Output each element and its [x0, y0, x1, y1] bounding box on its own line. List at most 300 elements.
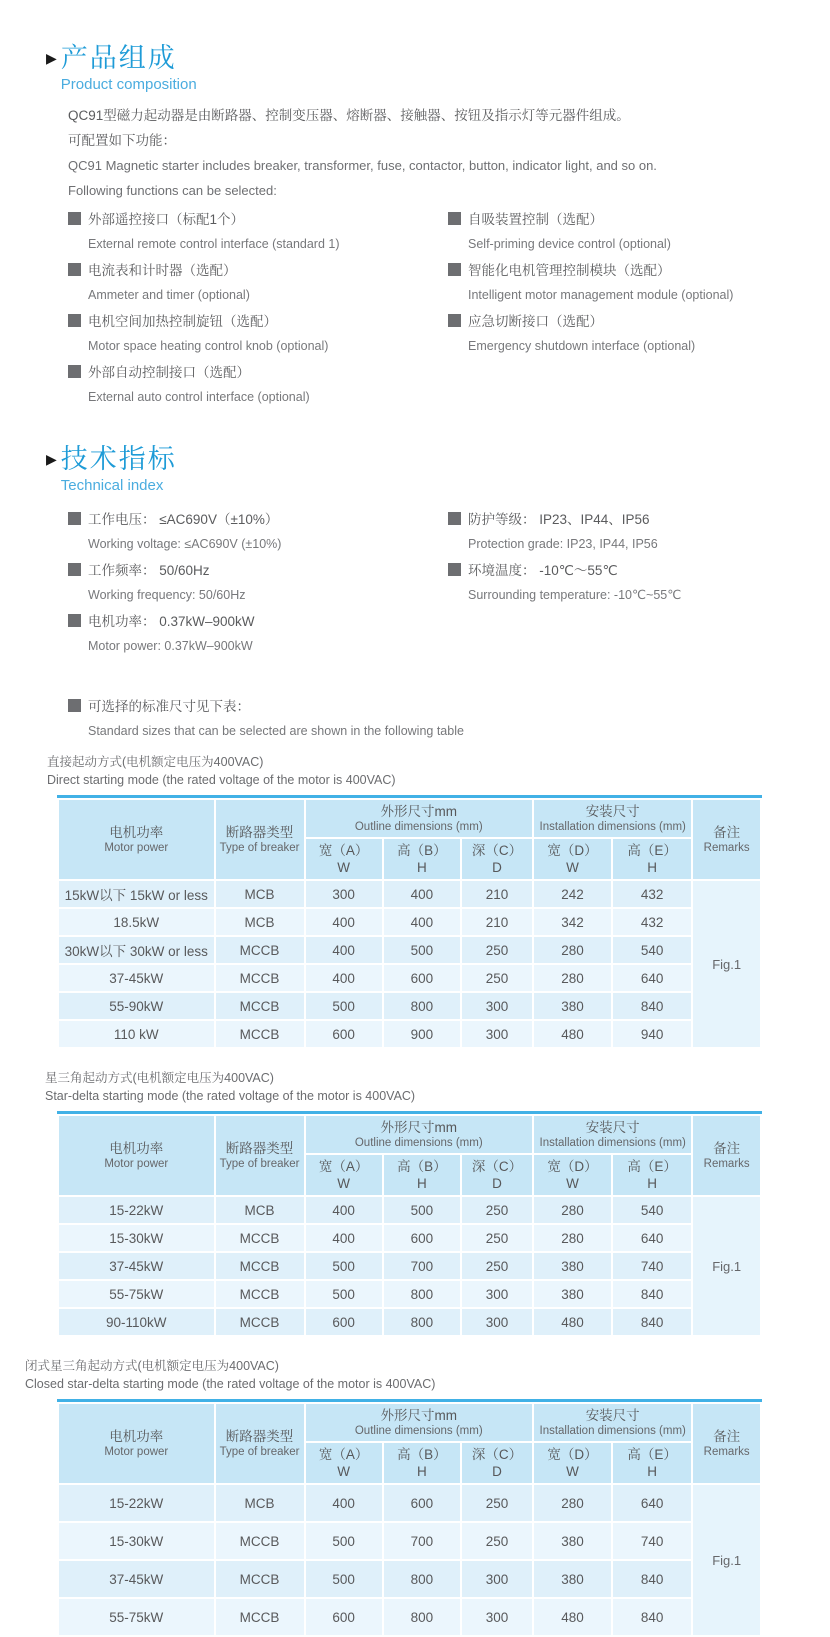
- cell-w-a: 400: [306, 1485, 382, 1521]
- sub-col-cn: 深（C）: [471, 1447, 523, 1462]
- square-bullet-icon: [68, 212, 81, 225]
- cell-w-a: 400: [306, 937, 382, 963]
- section-title-wrap: [61, 443, 177, 495]
- table-title-cn: 直接起动方式(电机额定电压为400VAC): [47, 755, 264, 769]
- cell-motor-power: 37-45kW: [59, 965, 214, 991]
- sub-col-letter: H: [647, 1464, 658, 1479]
- triangle-marker-icon: ▶: [46, 451, 57, 467]
- cell-h-e: 840: [613, 1281, 691, 1307]
- cell-h-e: 840: [613, 1561, 691, 1597]
- col-header-remarks: [693, 1404, 760, 1483]
- cell-breaker: MCB: [216, 881, 304, 907]
- sub-col-letter: D: [492, 1176, 502, 1191]
- cell-w-d: 380: [534, 993, 611, 1019]
- col-header-installation-dimensions: [534, 800, 691, 837]
- cell-w-d: 342: [534, 909, 611, 935]
- table-section-star-delta: [0, 1069, 830, 1337]
- spec-cn: 工作频率： 50/60Hz: [88, 563, 210, 578]
- sub-col-cn: 高（B）: [397, 1447, 447, 1462]
- cell-breaker: MCCB: [216, 1523, 304, 1559]
- cell-h-e: 540: [613, 1197, 691, 1223]
- square-bullet-icon: [448, 212, 461, 225]
- feature-item: [68, 313, 448, 354]
- sub-col-header-4: [613, 1155, 691, 1195]
- cell-d-c: 210: [462, 909, 532, 935]
- cell-w-d: 280: [534, 965, 611, 991]
- spec-item: [448, 511, 681, 552]
- intro-paragraph-en-1: QC91 Magnetic starter includes breaker, transformer, fuse, contactor, button, indicator light, and so on.: [68, 158, 657, 173]
- cell-w-a: 600: [306, 1599, 382, 1635]
- cell-breaker: MCCB: [216, 1253, 304, 1279]
- feature-en: External remote control interface (standard 1): [88, 237, 340, 251]
- sub-col-cn: 宽（A）: [318, 1447, 369, 1462]
- col-header-remarks-cn: 备注: [713, 1429, 741, 1444]
- feature-item: [448, 262, 733, 303]
- cell-motor-power: 15-30kW: [59, 1523, 214, 1559]
- feature-en: Ammeter and timer (optional): [88, 288, 250, 302]
- spec-en: Protection grade: IP23, IP44, IP56: [468, 537, 658, 551]
- spec-item: [448, 562, 681, 603]
- sub-col-letter: D: [492, 1464, 502, 1479]
- spec-en: Surrounding temperature: -10℃~55℃: [468, 588, 682, 602]
- table-title: [47, 753, 830, 789]
- col-header-motor-power-en: Motor power: [104, 842, 169, 854]
- col-header-outline-dimensions-cn: 外形尺寸mm: [380, 1120, 458, 1135]
- sub-col-letter: W: [566, 1176, 579, 1191]
- sub-col-cn: 宽（D）: [547, 843, 598, 858]
- cell-w-a: 400: [306, 909, 382, 935]
- sub-col-header-2: [462, 839, 532, 879]
- cell-d-c: 300: [462, 1281, 532, 1307]
- note-en: Standard sizes that can be selected are shown in the following table: [88, 724, 464, 738]
- cell-h-b: 900: [384, 1021, 460, 1047]
- feature-item: [68, 211, 448, 252]
- sub-col-header-0: [306, 839, 382, 879]
- cell-motor-power: 55-75kW: [59, 1281, 214, 1307]
- spec-en: Working voltage: ≤AC690V (±10%): [88, 537, 282, 551]
- col-header-motor-power: [59, 800, 214, 879]
- cell-breaker: MCCB: [216, 1225, 304, 1251]
- feature-cn: 电机空间加热控制旋钮（选配）: [88, 314, 277, 329]
- sub-col-header-4: [613, 839, 691, 879]
- sub-col-header-1: [384, 1443, 460, 1483]
- table-title-cn: 星三角起动方式(电机额定电压为400VAC): [45, 1071, 274, 1085]
- feature-en: Self-priming device control (optional): [468, 237, 671, 251]
- sub-col-letter: W: [337, 1464, 350, 1479]
- cell-h-b: 500: [384, 937, 460, 963]
- cell-motor-power: 15-30kW: [59, 1225, 214, 1251]
- table-row: [59, 1523, 760, 1559]
- table-row: [59, 1197, 760, 1223]
- feature-item: [448, 211, 733, 252]
- cell-breaker: MCCB: [216, 965, 304, 991]
- cell-motor-power: 55-75kW: [59, 1599, 214, 1635]
- cell-h-b: 700: [384, 1253, 460, 1279]
- col-header-outline-dimensions-en: Outline dimensions (mm): [354, 821, 483, 833]
- table-row: [59, 881, 760, 907]
- col-header-remarks-cn: 备注: [713, 1141, 741, 1156]
- sub-col-cn: 高（E）: [627, 1447, 677, 1462]
- sub-col-cn: 高（E）: [627, 1159, 677, 1174]
- sub-col-letter: W: [337, 1176, 350, 1191]
- cell-breaker: MCCB: [216, 1021, 304, 1047]
- col-header-installation-dimensions-en: Installation dimensions (mm): [539, 821, 686, 833]
- sub-col-cn: 宽（A）: [318, 843, 369, 858]
- col-header-remarks-en: Remarks: [703, 842, 750, 854]
- col-header-installation-dimensions-en: Installation dimensions (mm): [539, 1137, 686, 1149]
- cell-h-b: 800: [384, 993, 460, 1019]
- sub-col-letter: H: [417, 1464, 427, 1479]
- table-title: [25, 1357, 830, 1393]
- cell-breaker: MCB: [216, 1485, 304, 1521]
- cell-h-e: 640: [613, 965, 691, 991]
- cell-d-c: 250: [462, 1523, 532, 1559]
- sub-col-header-3: [534, 1155, 611, 1195]
- square-bullet-icon: [448, 314, 461, 327]
- feature-item: [68, 364, 448, 405]
- cell-h-b: 600: [384, 965, 460, 991]
- cell-h-b: 600: [384, 1485, 460, 1521]
- cell-w-d: 280: [534, 1485, 611, 1521]
- cell-d-c: 300: [462, 1021, 532, 1047]
- sub-col-header-1: [384, 1155, 460, 1195]
- feature-item: [448, 313, 733, 354]
- cell-h-b: 500: [384, 1197, 460, 1223]
- triangle-marker-icon: ▶: [46, 50, 57, 66]
- feature-item: [68, 262, 448, 303]
- cell-motor-power: 90-110kW: [59, 1309, 214, 1335]
- sub-col-cn: 高（B）: [397, 843, 447, 858]
- feature-en: Emergency shutdown interface (optional): [468, 339, 696, 353]
- cell-motor-power: 15-22kW: [59, 1197, 214, 1223]
- sub-col-header-4: [613, 1443, 691, 1483]
- cell-h-b: 400: [384, 909, 460, 935]
- col-header-motor-power-cn: 电机功率: [109, 825, 164, 840]
- col-header-installation-dimensions-en: Installation dimensions (mm): [539, 1425, 686, 1437]
- table-title-en: Star-delta starting mode (the rated voltage of the motor is 400VAC): [45, 1089, 416, 1103]
- col-header-remarks-en: Remarks: [703, 1158, 750, 1170]
- col-header-remarks: [693, 800, 760, 879]
- cell-remark: Fig.1: [693, 1485, 760, 1635]
- square-bullet-icon: [448, 263, 461, 276]
- col-header-installation-dimensions: [534, 1404, 691, 1441]
- col-header-motor-power-cn: 电机功率: [109, 1141, 164, 1156]
- cell-w-d: 280: [534, 1197, 611, 1223]
- cell-h-e: 640: [613, 1225, 691, 1251]
- cell-breaker: MCCB: [216, 1599, 304, 1635]
- col-header-breaker-type-cn: 断路器类型: [225, 825, 294, 840]
- square-bullet-icon: [68, 314, 81, 327]
- sub-col-letter: W: [337, 860, 350, 875]
- section-title-wrap: [61, 42, 197, 94]
- col-header-outline-dimensions: [306, 1404, 533, 1441]
- cell-w-a: 600: [306, 1021, 382, 1047]
- cell-h-b: 600: [384, 1225, 460, 1251]
- cell-w-d: 380: [534, 1281, 611, 1307]
- sub-col-header-3: [534, 839, 611, 879]
- cell-motor-power: 30kW以下 30kW or less: [59, 937, 214, 963]
- note-cn: 可选择的标准尺寸见下表：: [88, 699, 250, 714]
- cell-h-e: 840: [613, 993, 691, 1019]
- cell-w-a: 500: [306, 1561, 382, 1597]
- sub-col-header-1: [384, 839, 460, 879]
- cell-h-e: 540: [613, 937, 691, 963]
- table-row: [59, 1599, 760, 1635]
- table-title: [45, 1069, 830, 1105]
- cell-breaker: MCCB: [216, 993, 304, 1019]
- dimensions-table-direct-starting: [57, 795, 762, 1049]
- spec-cn: 防护等级： IP23、IP44、IP56: [468, 512, 650, 527]
- intro-paragraph-cn-1: QC91型磁力起动器是由断路器、控制变压器、熔断器、接触器、按钮及指示灯等元器件组成。: [68, 108, 630, 123]
- cell-h-b: 800: [384, 1309, 460, 1335]
- col-header-motor-power-en: Motor power: [104, 1446, 169, 1458]
- cell-h-e: 640: [613, 1485, 691, 1521]
- table-row: [59, 1281, 760, 1307]
- section-technical-index-header: [46, 443, 830, 495]
- col-header-breaker-type: [216, 800, 304, 879]
- col-header-breaker-type: [216, 1116, 304, 1195]
- sub-col-header-2: [462, 1155, 532, 1195]
- col-header-installation-dimensions-cn: 安装尺寸: [585, 1408, 640, 1423]
- cell-h-b: 800: [384, 1599, 460, 1635]
- col-header-breaker-type-cn: 断路器类型: [225, 1141, 294, 1156]
- col-header-installation-dimensions: [534, 1116, 691, 1153]
- sub-col-cn: 宽（D）: [547, 1159, 598, 1174]
- cell-motor-power: 15kW以下 15kW or less: [59, 881, 214, 907]
- table-row: [59, 909, 760, 935]
- feature-en: Intelligent motor management module (optional): [468, 288, 734, 302]
- cell-d-c: 300: [462, 1599, 532, 1635]
- square-bullet-icon: [448, 512, 461, 525]
- section-title-en: Technical index: [60, 477, 164, 494]
- table-row: [59, 937, 760, 963]
- cell-w-d: 242: [534, 881, 611, 907]
- sub-col-letter: H: [647, 860, 658, 875]
- cell-h-b: 800: [384, 1561, 460, 1597]
- spec-item: [68, 511, 448, 552]
- cell-motor-power: 110 kW: [59, 1021, 214, 1047]
- cell-breaker: MCCB: [216, 1561, 304, 1597]
- dimensions-table-star-delta: [57, 1111, 762, 1337]
- cell-motor-power: 15-22kW: [59, 1485, 214, 1521]
- table-row: [59, 1561, 760, 1597]
- spec-list: [68, 511, 830, 664]
- cell-d-c: 250: [462, 1253, 532, 1279]
- sub-col-cn: 深（C）: [471, 1159, 523, 1174]
- cell-h-b: 800: [384, 1281, 460, 1307]
- cell-h-e: 432: [613, 881, 691, 907]
- spec-list-left: [68, 511, 448, 664]
- square-bullet-icon: [68, 263, 81, 276]
- spec-item: [68, 562, 448, 603]
- col-header-remarks-en: Remarks: [703, 1446, 750, 1458]
- square-bullet-icon: [448, 563, 461, 576]
- sub-col-header-2: [462, 1443, 532, 1483]
- col-header-breaker-type-en: Type of breaker: [219, 1446, 300, 1458]
- intro-paragraphs: [68, 108, 830, 199]
- sub-col-header-0: [306, 1155, 382, 1195]
- cell-h-b: 700: [384, 1523, 460, 1559]
- col-header-motor-power: [59, 1404, 214, 1483]
- table-row: [59, 1225, 760, 1251]
- feature-cn: 外部遥控接口（标配1个）: [88, 212, 245, 227]
- sub-col-cn: 宽（D）: [547, 1447, 598, 1462]
- spec-en: Working frequency: 50/60Hz: [88, 588, 246, 602]
- col-header-breaker-type: [216, 1404, 304, 1483]
- feature-list-left: [68, 211, 448, 415]
- sub-col-header-0: [306, 1443, 382, 1483]
- cell-breaker: MCCB: [216, 1309, 304, 1335]
- sub-col-cn: 宽（A）: [318, 1159, 369, 1174]
- sub-col-letter: H: [417, 1176, 427, 1191]
- spec-cn: 工作电压： ≤AC690V（±10%）: [88, 512, 279, 527]
- cell-h-e: 840: [613, 1309, 691, 1335]
- sub-col-letter: D: [492, 860, 502, 875]
- col-header-outline-dimensions-cn: 外形尺寸mm: [380, 1408, 458, 1423]
- col-header-remarks: [693, 1116, 760, 1195]
- col-header-breaker-type-en: Type of breaker: [219, 842, 300, 854]
- table-title-en: Closed star-delta starting mode (the rated voltage of the motor is 400VAC): [25, 1377, 436, 1391]
- intro-paragraph-en-2: Following functions can be selected:: [68, 183, 277, 198]
- spec-en: Motor power: 0.37kW–900kW: [88, 639, 253, 653]
- cell-motor-power: 18.5kW: [59, 909, 214, 935]
- sub-col-cn: 深（C）: [471, 843, 523, 858]
- col-header-motor-power-cn: 电机功率: [109, 1429, 164, 1444]
- col-header-installation-dimensions-cn: 安装尺寸: [585, 804, 640, 819]
- intro-paragraph-cn-2: 可配置如下功能：: [68, 133, 176, 148]
- section-title-cn: 产品组成: [60, 43, 177, 73]
- standard-sizes-note: [68, 698, 830, 739]
- col-header-motor-power: [59, 1116, 214, 1195]
- spec-list-right: [448, 511, 681, 664]
- sub-col-letter: H: [647, 1176, 658, 1191]
- col-header-outline-dimensions: [306, 800, 533, 837]
- feature-cn: 自吸装置控制（选配）: [468, 212, 603, 227]
- cell-d-c: 300: [462, 993, 532, 1019]
- cell-motor-power: 55-90kW: [59, 993, 214, 1019]
- cell-w-d: 480: [534, 1021, 611, 1047]
- cell-breaker: MCCB: [216, 1281, 304, 1307]
- cell-d-c: 250: [462, 1225, 532, 1251]
- feature-cn: 智能化电机管理控制模块（选配）: [468, 263, 671, 278]
- sub-col-cn: 高（E）: [627, 843, 677, 858]
- table-section-closed-star-delta: [0, 1357, 830, 1637]
- cell-remark: Fig.1: [693, 881, 760, 1047]
- cell-d-c: 250: [462, 1485, 532, 1521]
- cell-remark: Fig.1: [693, 1197, 760, 1335]
- cell-d-c: 250: [462, 1197, 532, 1223]
- cell-breaker: MCCB: [216, 937, 304, 963]
- cell-w-a: 400: [306, 1197, 382, 1223]
- cell-w-d: 380: [534, 1523, 611, 1559]
- sub-col-letter: H: [417, 860, 427, 875]
- section-title-en: Product composition: [60, 76, 197, 93]
- feature-en: Motor space heating control knob (optional): [88, 339, 329, 353]
- col-header-outline-dimensions: [306, 1116, 533, 1153]
- feature-list-right: [448, 211, 733, 415]
- section-title-cn: 技术指标: [60, 444, 177, 474]
- cell-h-e: 940: [613, 1021, 691, 1047]
- table-row: [59, 1021, 760, 1047]
- cell-h-e: 740: [613, 1253, 691, 1279]
- table-row: [59, 965, 760, 991]
- cell-d-c: 300: [462, 1561, 532, 1597]
- sub-col-letter: W: [566, 860, 579, 875]
- square-bullet-icon: [68, 365, 81, 378]
- col-header-motor-power-en: Motor power: [104, 1158, 169, 1170]
- col-header-outline-dimensions-cn: 外形尺寸mm: [380, 804, 458, 819]
- table-row: [59, 1309, 760, 1335]
- table-section-direct-starting: [0, 753, 830, 1049]
- cell-d-c: 300: [462, 1309, 532, 1335]
- cell-w-a: 500: [306, 1523, 382, 1559]
- square-bullet-icon: [68, 699, 81, 712]
- spec-cn: 环境温度： -10℃～55℃: [468, 563, 618, 578]
- cell-w-a: 500: [306, 993, 382, 1019]
- cell-motor-power: 37-45kW: [59, 1561, 214, 1597]
- cell-h-b: 400: [384, 881, 460, 907]
- cell-w-a: 400: [306, 1225, 382, 1251]
- col-header-breaker-type-en: Type of breaker: [219, 1158, 300, 1170]
- cell-d-c: 250: [462, 937, 532, 963]
- spec-cn: 电机功率： 0.37kW–900kW: [88, 614, 255, 629]
- col-header-outline-dimensions-en: Outline dimensions (mm): [354, 1137, 483, 1149]
- feature-cn: 应急切断接口（选配）: [468, 314, 603, 329]
- section-product-composition-header: [46, 42, 830, 94]
- dimensions-table-closed-star-delta: [57, 1399, 762, 1637]
- cell-h-e: 740: [613, 1523, 691, 1559]
- table-title-cn: 闭式星三角起动方式(电机额定电压为400VAC): [25, 1359, 279, 1373]
- col-header-remarks-cn: 备注: [713, 825, 741, 840]
- square-bullet-icon: [68, 512, 81, 525]
- sub-col-header-3: [534, 1443, 611, 1483]
- cell-w-a: 400: [306, 965, 382, 991]
- spec-item: [68, 613, 448, 654]
- cell-w-a: 500: [306, 1281, 382, 1307]
- cell-w-a: 600: [306, 1309, 382, 1335]
- feature-en: External auto control interface (optional): [88, 390, 310, 404]
- table-row: [59, 993, 760, 1019]
- col-header-installation-dimensions-cn: 安装尺寸: [585, 1120, 640, 1135]
- cell-w-d: 480: [534, 1309, 611, 1335]
- cell-h-e: 432: [613, 909, 691, 935]
- table-row: [59, 1485, 760, 1521]
- cell-w-a: 500: [306, 1253, 382, 1279]
- cell-d-c: 250: [462, 965, 532, 991]
- square-bullet-icon: [68, 563, 81, 576]
- cell-w-d: 280: [534, 937, 611, 963]
- cell-h-e: 840: [613, 1599, 691, 1635]
- sub-col-letter: W: [566, 1464, 579, 1479]
- cell-w-a: 300: [306, 881, 382, 907]
- cell-w-d: 380: [534, 1561, 611, 1597]
- cell-w-d: 480: [534, 1599, 611, 1635]
- col-header-breaker-type-cn: 断路器类型: [225, 1429, 294, 1444]
- cell-motor-power: 37-45kW: [59, 1253, 214, 1279]
- table-title-en: Direct starting mode (the rated voltage of the motor is 400VAC): [47, 773, 396, 787]
- table-row: [59, 1253, 760, 1279]
- sub-col-cn: 高（B）: [397, 1159, 447, 1174]
- feature-cn: 外部自动控制接口（选配）: [88, 365, 250, 380]
- feature-list: [68, 211, 830, 415]
- square-bullet-icon: [68, 614, 81, 627]
- cell-d-c: 210: [462, 881, 532, 907]
- cell-breaker: MCB: [216, 1197, 304, 1223]
- cell-breaker: MCB: [216, 909, 304, 935]
- cell-w-d: 380: [534, 1253, 611, 1279]
- col-header-outline-dimensions-en: Outline dimensions (mm): [354, 1425, 483, 1437]
- feature-cn: 电流表和计时器（选配）: [88, 263, 237, 278]
